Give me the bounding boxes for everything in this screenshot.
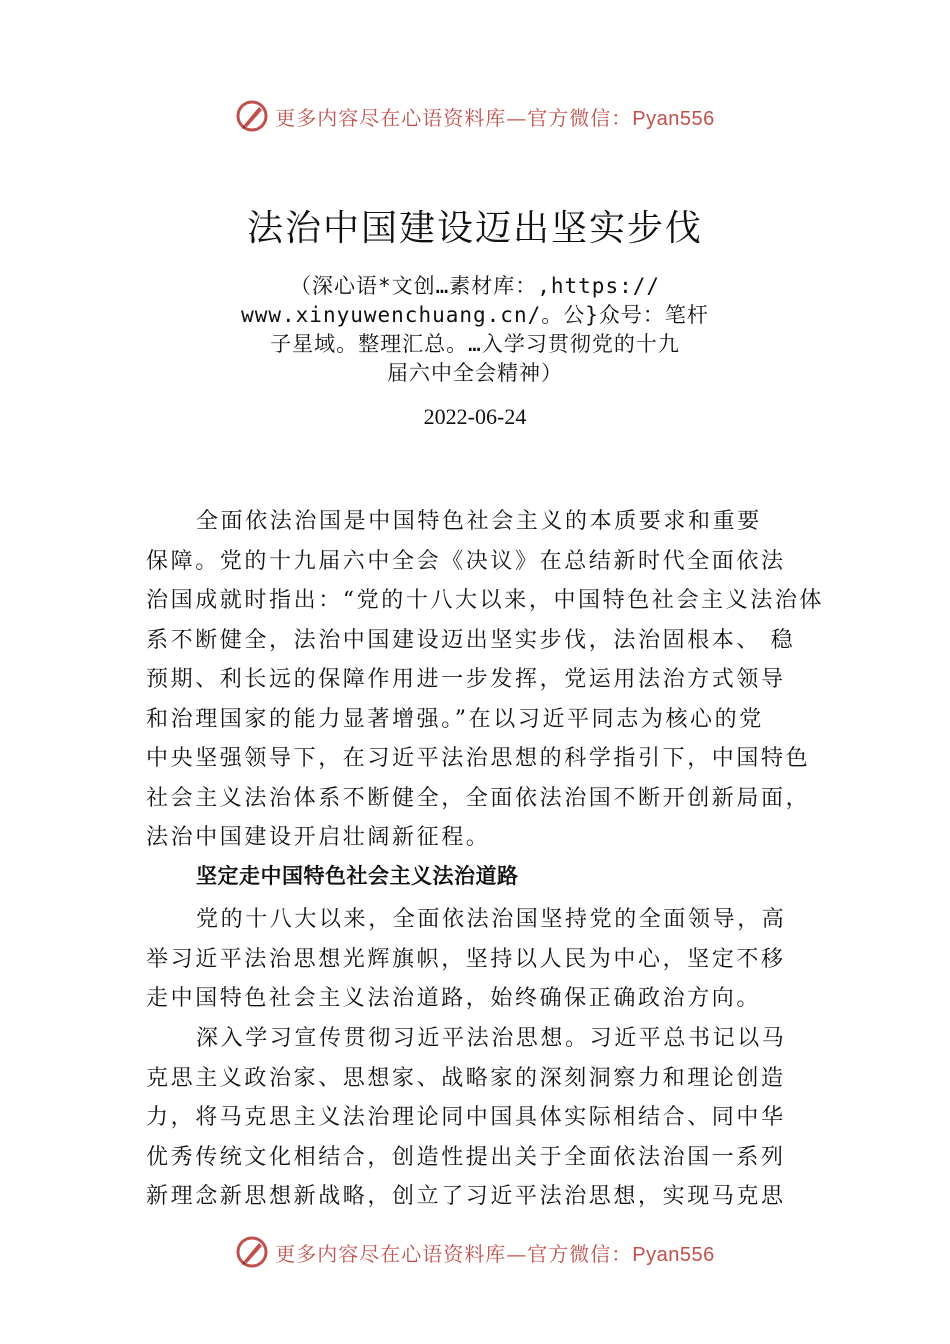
text-line: 法治中国建设开启壮阔新征程。: [146, 825, 491, 850]
header-banner: [0, 96, 950, 136]
publish-date: 2022-06-24: [423, 404, 527, 429]
source-note-line: www.xinyuwenchuang.cn/。公}众号：笔杆: [241, 303, 709, 327]
text-line: 走中国特色社会主义法治道路，始终确保正确政治方向。: [146, 986, 762, 1011]
text-line: 新理念新思想新战略，创立了习近平法治思想，实现马克思: [146, 1184, 786, 1209]
text-line: 预期、利长远的保障作用进一步发挥，党运用法治方式领导: [146, 667, 786, 692]
paragraph-3: [146, 1019, 818, 1217]
text-line: 党的十八大以来，全面依法治国坚持党的全面领导，高: [196, 907, 787, 932]
text-line: 保障。党的十九届六中全会《决议》在总结新时代全面依法: [146, 548, 786, 574]
text-line: 和治理国家的能力显著增强。”在以习近平同志为核心的党: [146, 706, 764, 732]
text-line: 中央坚强领导下，在习近平法治思想的科学指引下，中国特色: [146, 746, 811, 771]
source-note: [225, 272, 725, 388]
banner-text: 更多内容尽在心语资料库—官方微信：Pyan556: [275, 105, 715, 130]
footer-banner: [0, 1232, 950, 1272]
text-line: 举习近平法治思想光辉旗帜，坚持以人民为中心，坚定不移: [146, 946, 786, 972]
text-line: 社会主义法治体系不断健全，全面依法治国不断开创新局面，: [146, 785, 811, 811]
quill-pen-logo-icon: [235, 99, 269, 133]
source-note-line: （深心语*文创…素材库：,https://: [289, 274, 661, 298]
section-heading: 坚定走中国特色社会主义法治道路: [196, 864, 519, 888]
text-line: 优秀传统文化相结合，创造性提出关于全面依法治国一系列: [146, 1144, 786, 1170]
page-title: 法治中国建设迈出坚实步伐: [246, 208, 703, 249]
text-line: 深入学习宣传贯彻习近平法治思想。习近平总书记以马: [196, 1026, 787, 1051]
source-note-line: 届六中全会精神）: [387, 361, 563, 385]
text-line: 克思主义政治家、思想家、战略家的深刻洞察力和理论创造: [146, 1065, 786, 1091]
text-line: 力，将马克思主义法治理论同中国具体实际相结合、同中华: [146, 1105, 786, 1130]
text-line: 治国成就时指出：“党的十八大以来，中国特色社会主义法治体: [146, 588, 825, 613]
text-line: 系不断健全，法治中国建设迈出坚实步伐，法治固根本、 稳: [146, 627, 796, 653]
paragraph-intro: [146, 502, 825, 858]
text-line: 全面依法治国是中国特色社会主义的本质要求和重要: [196, 509, 762, 534]
banner-text: 更多内容尽在心语资料库—官方微信：Pyan556: [275, 1241, 715, 1266]
source-note-line: 子星域。整理汇总。…入学习贯彻党的十九: [270, 332, 680, 356]
banner-wechat-id: Pyan556: [632, 107, 715, 130]
quill-pen-logo-icon: [235, 1235, 269, 1269]
banner-wechat-id: Pyan556: [632, 1243, 715, 1266]
paragraph-2: [146, 900, 818, 1019]
